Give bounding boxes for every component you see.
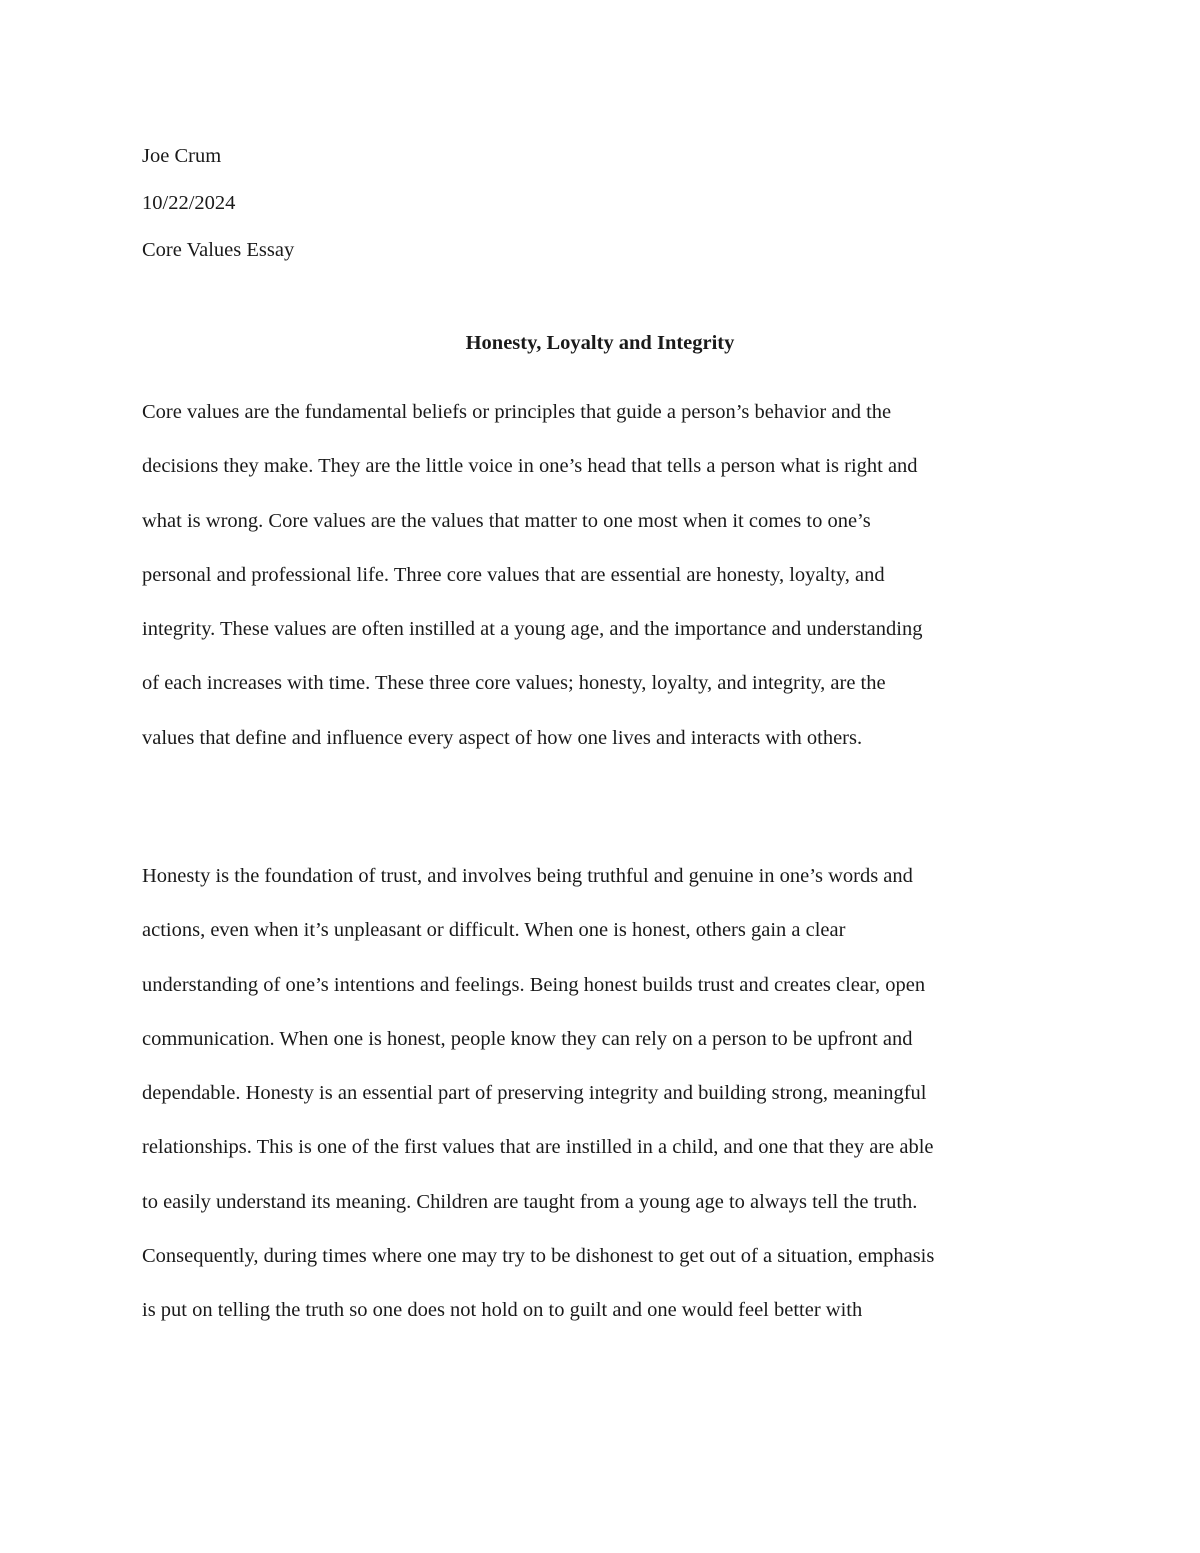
paragraph-line: personal and professional life. Three core values that are essential are honesty, loyalty, and [142, 563, 885, 586]
document-date: 10/22/2024 [142, 192, 236, 214]
paragraph-line: understanding of one’s intentions and feelings. Being honest builds trust and creates clear, open [142, 973, 926, 996]
paragraph-line: what is wrong. Core values are the values that matter to one most when it comes to one’s [142, 509, 871, 532]
paragraph-line: Honesty is the foundation of trust, and involves being truthful and genuine in one’s words and [142, 865, 913, 887]
paragraph-line: values that define and influence every aspect of how one lives and interacts with others. [142, 726, 863, 749]
body-paragraph-introduction [142, 398, 1082, 778]
paragraph-line: communication. When one is honest, people know they can rely on a person to be upfront and [142, 1027, 913, 1050]
paragraph-line: decisions they make. They are the little voice in one’s head that tells a person what is right and [142, 455, 918, 478]
paragraph-line: actions, even when it’s unpleasant or difficult. When one is honest, others gain a clear [142, 919, 846, 942]
paragraph-line: is put on telling the truth so one does not hold on to guilt and one would feel better with [142, 1299, 863, 1322]
paragraph-line: Core values are the fundamental beliefs or principles that guide a person’s behavior and the [142, 401, 892, 423]
paragraph-line: dependable. Honesty is an essential part of preserving integrity and building strong, meaningful [142, 1082, 927, 1105]
assignment-name: Core Values Essay [142, 239, 295, 261]
body-paragraph-honesty [142, 862, 1082, 1351]
paragraph-line: to easily understand its meaning. Children are taught from a young age to always tell the truth. [142, 1190, 918, 1213]
paragraph-line: integrity. These values are often instilled at a young age, and the importance and understanding [142, 618, 923, 641]
paragraph-line: relationships. This is one of the first values that are instilled in a child, and one that they are able [142, 1136, 934, 1159]
paragraph-line: Consequently, during times where one may try to be dishonest to get out of a situation, emphasis [142, 1245, 935, 1268]
paragraph-line: of each increases with time. These three core values; honesty, loyalty, and integrity, are the [142, 672, 886, 695]
author-name: Joe Crum [142, 145, 222, 167]
essay-title: Honesty, Loyalty and Integrity [465, 332, 735, 354]
